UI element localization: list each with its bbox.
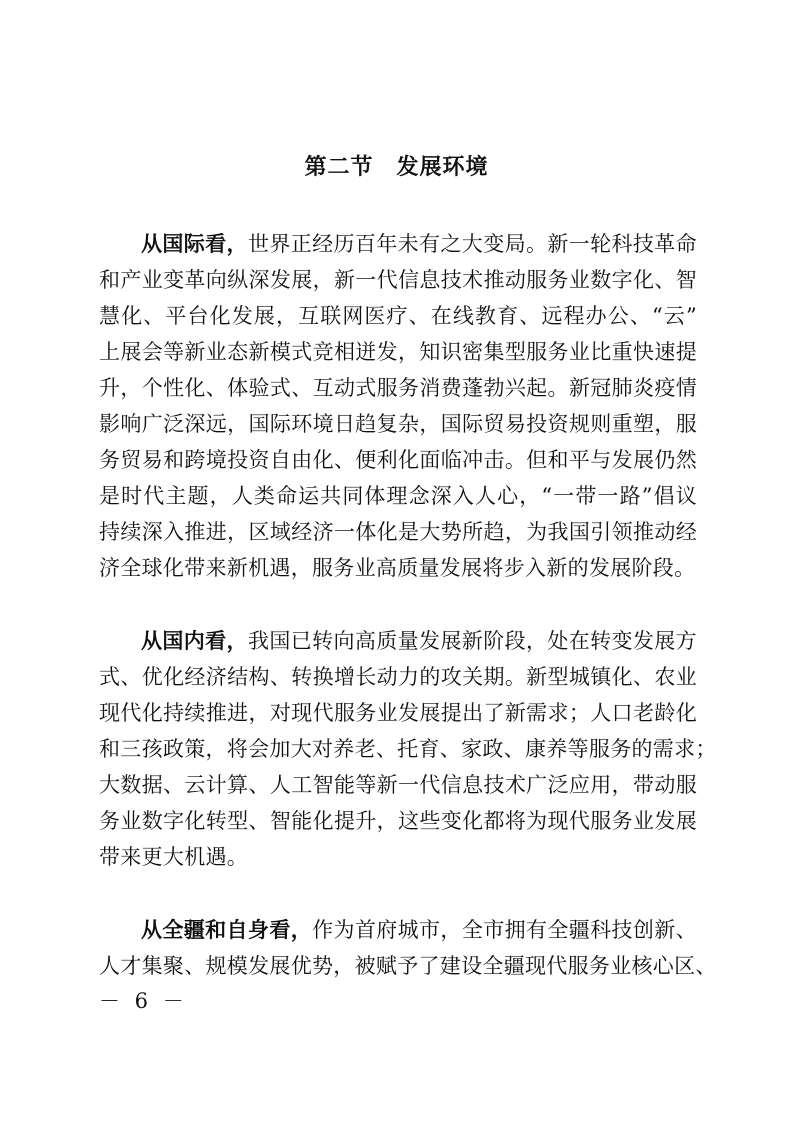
- page-number: － 6 －: [99, 989, 188, 1013]
- line-text: 上展会等新业态新模式竞相迸发，知识密集型服务业比重快速提: [99, 340, 697, 364]
- line-text: 务贸易和跨境投资自由化、便利化面临冲击。但和平与发展仍然: [99, 448, 697, 472]
- line-text: 和三孩政策，将会加大对养老、托育、家政、康养等服务的需求；: [99, 737, 717, 761]
- paragraph-line: [99, 334, 697, 370]
- line-text: 是时代主题，人类命运共同体理念深入人心，“一带一路”倡议: [99, 484, 697, 508]
- paragraph-line: [99, 478, 697, 514]
- line-text: 现代化持续推进，对现代服务业发展提出了新需求；人口老龄化: [99, 701, 697, 725]
- line-text: 作为首府城市，全市拥有全疆科技创新、: [312, 918, 697, 942]
- paragraph-lead: 从国际看，: [141, 232, 248, 256]
- paragraph-line: [99, 406, 697, 442]
- paragraph-line: [99, 912, 697, 948]
- paragraph-line: [99, 298, 697, 334]
- paragraph-line: [99, 767, 697, 803]
- line-text: 慧化、平台化发展，互联网医疗、在线教育、远程办公、“云”: [99, 304, 697, 328]
- line-text: 影响广泛深远，国际环境日趋复杂，国际贸易投资规则重塑，服: [99, 412, 697, 436]
- line-text: 升，个性化、体验式、互动式服务消费蓬勃兴起。新冠肺炎疫情: [99, 376, 697, 400]
- paragraph-domestic: [99, 623, 717, 875]
- paragraph-line: [99, 803, 697, 839]
- paragraph-xinjiang: [99, 912, 717, 984]
- paragraph-lead: 从全疆和自身看，: [141, 918, 313, 942]
- line-text: 式、优化经济结构、转换增长动力的攻关期。新型城镇化、农业: [99, 665, 697, 689]
- paragraph-line: [99, 839, 697, 875]
- paragraph-line: [99, 695, 697, 731]
- paragraph-line: [99, 731, 717, 767]
- paragraph-line: [99, 623, 697, 659]
- line-text: 人才集聚、规模发展优势，被赋予了建设全疆现代服务业核心区、: [99, 954, 717, 978]
- paragraph-line: [99, 948, 717, 984]
- paragraph-line: [99, 442, 697, 478]
- line-text: 我国已转向高质量发展新阶段，处在转变发展方: [247, 629, 697, 653]
- paragraph-line: [99, 370, 697, 406]
- paragraph-international: [99, 226, 697, 586]
- line-text: 和产业变革向纵深发展，新一代信息技术推动服务业数字化、智: [99, 268, 697, 292]
- paragraph-line: [99, 550, 697, 586]
- paragraph-line: [99, 659, 697, 695]
- line-text: 世界正经历百年未有之大变局。新一轮科技革命: [247, 232, 697, 256]
- paragraph-line: [99, 262, 697, 298]
- line-text: 带来更大机遇。: [99, 845, 249, 869]
- paragraph-line: [99, 514, 697, 550]
- paragraph-line: [99, 226, 697, 262]
- paragraph-lead: 从国内看，: [141, 629, 248, 653]
- line-text: 持续深入推进，区域经济一体化是大势所趋，为我国引领推动经: [99, 520, 697, 544]
- section-title: 第二节 发展环境: [304, 155, 489, 180]
- line-text: 大数据、云计算、人工智能等新一代信息技术广泛应用，带动服: [99, 773, 697, 797]
- line-text: 济全球化带来新机遇，服务业高质量发展将步入新的发展阶段。: [99, 556, 696, 580]
- line-text: 务业数字化转型、智能化提升，这些变化都将为现代服务业发展: [99, 809, 697, 833]
